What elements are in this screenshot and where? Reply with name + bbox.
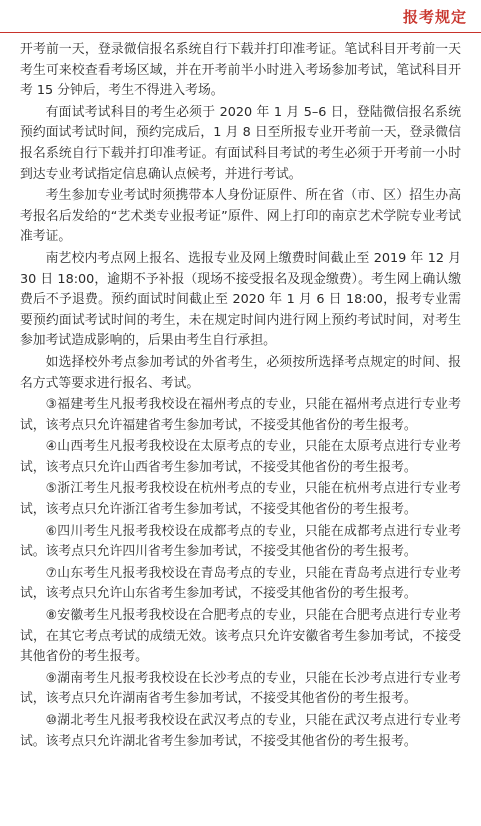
paragraph-anhui: ⑧安徽考生凡报考我校设在合肥考点的专业，只能在合肥考点进行专业考试，在其它考点考试的成绩无效。该考点只允许安徽省考生参加考试，不接受其他省份的考生报考。 [20,608,461,665]
paragraph: 考生参加专业考试时须携带本人身份证原件、所在省（市、区）招生办高考报名后发给的“艺术类专业报考证”原件、网上打印的南京艺术学院专业考试准考证。 [20,188,461,245]
paragraph-zhejiang: ⑤浙江考生凡报考我校设在杭州考点的专业，只能在杭州考点进行专业考试，该考点只允许浙江省考生参加考试，不接受其他省份的考生报考。 [20,481,461,518]
paragraph-fujian: ③福建考生凡报考我校设在福州考点的专业，只能在福州考点进行专业考试，该考点只允许福建省考生参加考试，不接受其他省份的考生报考。 [20,397,461,433]
paragraph-hunan: ⑨湖南考生凡报考我校设在长沙考点的专业，只能在长沙考点进行专业考试，该考点只允许湖南省考生参加考试，不接受其他省份的考生报考。 [20,670,461,707]
paragraph-shanxi: ④山西考生凡报考我校设在太原考点的专业，只能在太原考点进行专业考试，该考点只允许山西省考生参加考试，不接受其他省份的考生报考。 [20,439,461,475]
page-header [0,0,481,34]
header-divider [0,32,481,33]
paragraph: 开考前一天，登录微信报名系统自行下载并打印准考证。笔试科目开考前一天考生可来校查看考场区域，并在开考前半小时进入考场参加考试，笔试科目开考 15 分钟后，考生不得进入考场。 [20,42,461,99]
paragraph: 如选择校外考点参加考试的外省考生，必须按所选择考点规定的时间、报名方式等要求进行报名、考试。 [20,354,461,391]
page-title: 报考规定 [402,8,467,26]
paragraph-hubei: ⑩湖北考生凡报考我校设在武汉考点的专业，只能在武汉考点进行专业考试。该考点只允许湖北省考生参加考试，不接受其他省份的考生报考。 [20,713,461,749]
paragraph: 南艺校内考点网上报名、选报专业及网上缴费时间截止至 2019 年 12 月 30 日 18:00，逾期不予补报（现场不接受报名及现金缴费）。考生网上确认缴费后不予退费。预约面试时间截止至 2020 年 1 月 6 日 18:00，报考专业需要预约面试考试时间的考生，未在规定时间内进行网上预约考试时间，对考生参加考试造成影响的，后果由考生自行承担。 [20,250,461,349]
article-body [0,34,481,752]
paragraph-sichuan: ⑥四川考生凡报考我校设在成都考点的专业，只能在成都考点进行专业考试。该考点只允许四川省考生参加考试，不接受其他省份的考生报考。 [20,523,461,560]
paragraph-shandong: ⑦山东考生凡报考我校设在青岛考点的专业，只能在青岛考点进行专业考试，该考点只允许山东省考生参加考试，不接受其他省份的考生报考。 [20,565,461,602]
paragraph: 有面试考试科目的考生必须于 2020 年 1 月 5–6 日，登陆微信报名系统预约面试考试时间，预约完成后，1 月 8 日至所报专业开考前一天，登录微信报名系统自行下载并打印准考证。有面试科目考试的考生必须于开考前一小时到达专业考试指定信息确认点候考，并进行考试。 [20,104,461,182]
